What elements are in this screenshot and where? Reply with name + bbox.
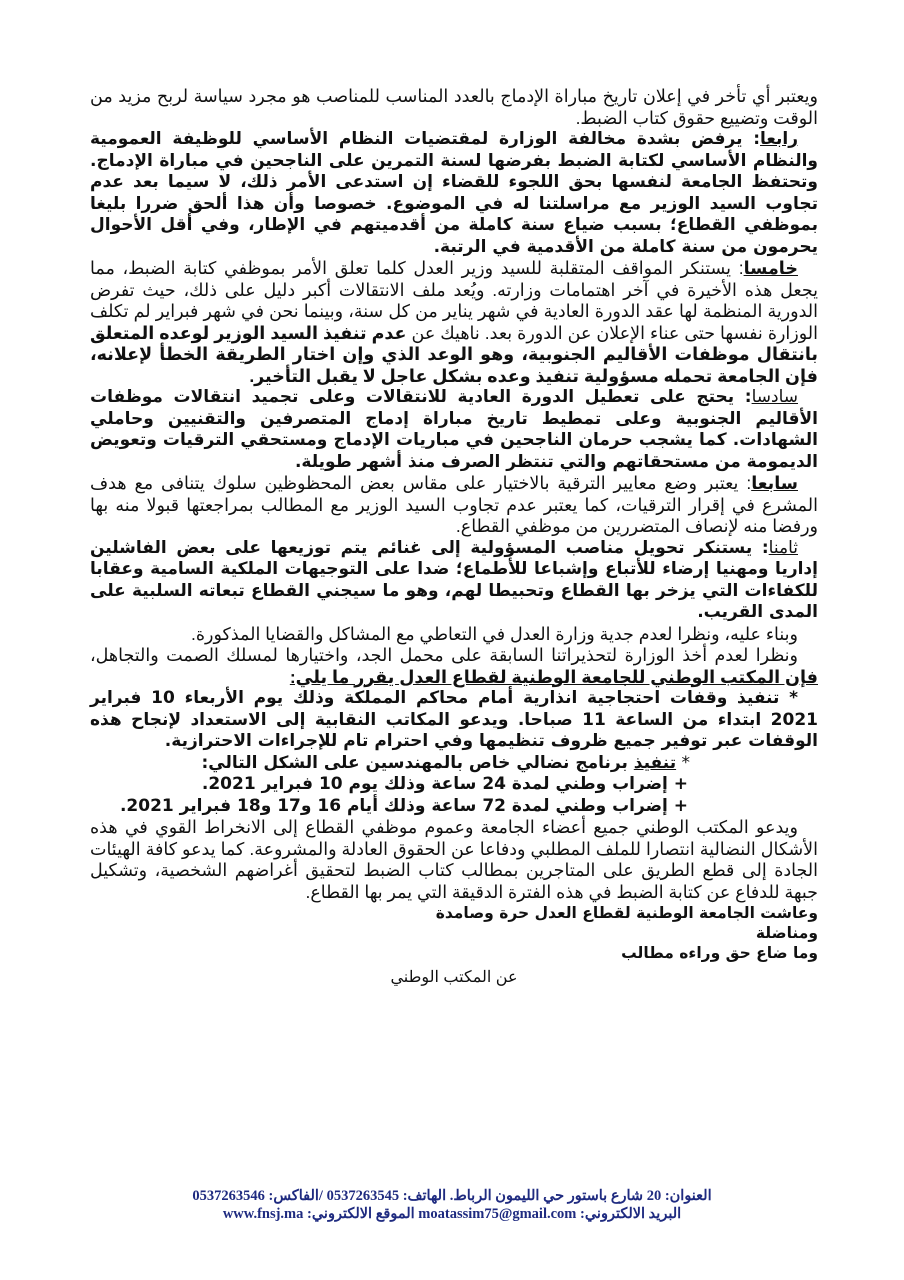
footer-address: العنوان: 20 شارع باستور حي الليمون الرباط. الهاتف: 0537263545 /الفاكس: 0537263546: [192, 1188, 712, 1204]
signoff-line-2: وما ضاع حق وراءه مطالب: [621, 944, 818, 962]
paragraph-sabi: [90, 473, 818, 538]
section-text-thamin: : يستنكر تحويل مناصب المسؤولية إلى غنائم يتم توزيعها على بعض الفاشلين إداريا ومهنيا إرضاء للأتباع وإشباعا للأطماع؛ ضدا على التوجيهات الملكية السامية وعقابا للكفاءات التي يزخر بها القطاع وتحبيطا لهم، وهو ما سيجني القطاع تبعاته السلبية على المدى القريب.: [90, 537, 818, 622]
paragraph-rabi: [90, 129, 818, 258]
document-body: [90, 86, 818, 988]
letterhead-footer: [0, 1187, 904, 1223]
section-label-rabi: رابعا: [760, 129, 798, 149]
section-label-sadis: سادسا: [751, 387, 798, 407]
from-national-office: عن المكتب الوطني: [390, 969, 518, 986]
paragraph-intro: ويعتبر أي تأخر في إعلان تاريخ مباراة الإدماج بالعدد المناسب للمناصب هو مجرد سياسة لربح مزيد من الوقت وتضييع حقوق كتاب الضبط.: [90, 86, 818, 128]
decision-item-2: [90, 753, 818, 775]
paragraph-bina: وبناء عليه، ونظرا لعدم جدية وزارة العدل في التعاطي مع المشاكل والقضايا المذكورة.: [190, 623, 798, 644]
signoff-line-1: وعاشت الجامعة الوطنية لقطاع العدل حرة وصامدة ومناضلة: [435, 904, 818, 942]
decision-item-2-verb: تنفيذ: [633, 752, 677, 773]
strike-item-1: + إضراب وطني لمدة 24 ساعة وذلك يوم 10 فبراير 2021.: [201, 774, 688, 794]
paragraph-thamin: [90, 538, 818, 624]
section-text-khamis: : يستنكر المواقف المتقلبة للسيد وزير العدل كلما تعلق الأمر بموظفي كتابة الضبط، مما يجعل هذه الأخيرة في آخر اهتمامات وزارته. ويُعد ملف الانتقالات أكبر دليل على ذلك، حيث تفرض الدورية المنظمة لها عقد الدورة العادية في شهر يناير من كل سنة، وبينما نحن في شهر فبراير لم تكلف الوزارة نفسها حتى عناء الإعلان عن الدورة بعد. ناهيك عن: [90, 258, 818, 343]
section-text-khamis-bold: عدم تنفيذ السيد الوزير لوعده المتعلق بانتقال موظفات الأقاليم الجنوبية، وهو الوعد الذي وإن اختار الطريقة الخطأ لإعلانه، فإن الجامعة تحمله مسؤولية تنفيذ وعده بشكل عاجل لا يقبل التأخير.: [90, 322, 818, 386]
paragraph-khamis: [90, 258, 818, 387]
star-bullet: *: [676, 752, 690, 773]
section-label-thamin: ثامنا: [768, 537, 798, 558]
section-label-sabi: سابعا: [751, 473, 798, 493]
strike-item-2: + إضراب وطني لمدة 72 ساعة وذلك أيام 16 و17 و18 فبراير 2021.: [119, 795, 688, 816]
nazaran-text: ونظرا لعدم أخذ الوزارة لتحذيراتنا السابقة على محمل الجد، واختيارها لمسلك الصمت والتجاهل،: [90, 645, 798, 665]
decision-item-1: * تنفيذ وقفات احتجاجية انذارية أمام محاكم المملكة وذلك يوم الأربعاء 10 فبراير 2021 ابتداء من الساعة 11 صباحا. ويدعو المكاتب النقابية إلى الاستعداد لإنجاح هذه الوقفات عبر توفير جميع ظروف تنظيمها وفي احترام تام للإجراءات الاحترازية.: [90, 688, 818, 751]
paragraph-call: ويدعو المكتب الوطني جميع أعضاء الجامعة وعموم موظفي القطاع إلى الانخراط القوي في هذه الأشكال النضالية انتصارا للملف المطلبي ودفاعا عن الحقوق العادلة والمشروعة. كما يدعو كافة الهيئات الجادة إلى قطع الطريق على المتاجرين بمطالب كتاب الضبط لتحقيق أغراضهم الشخصية، وتشكيل جبهة للدفاع عن كتابة الضبط في هذه الفترة الدقيقة التي يمر بها القطاع.: [90, 817, 818, 902]
section-text-sadis: : يحتج على تعطيل الدورة العادية للانتقالات وعلى تجميد انتقالات موظفات الأقاليم الجنوبية وعلى تمطيط تاريخ مباراة إدماج المتصرفين والتقنيين وحاملي الشهادات. كما يشجب حرمان الناجحين في مباريات الإدماج ومستحقي الترقيات وتعويض الديمومة من مستحقاتهم والتي تنتظر الصرف منذ أشهر طويلة.: [90, 387, 818, 472]
section-text-sabi: : يعتبر وضع معايير الترقية بالاختيار على مقاس بعض المحظوظين سلوك يتنافى مع هدف المشرع في إقرار الترقيات، كما يعتبر عدم تجاوب السيد الوزير مع المطالب بمراجعتها قبولا منه بها ورفضا منه لإنصاف المتضررين من موظفي القطاع.: [90, 473, 818, 536]
signoff: [90, 903, 818, 963]
paragraph-nazaran: [90, 645, 818, 688]
section-text-rabi: : يرفض بشدة مخالفة الوزارة لمقتضيات النظام الأساسي للوظيفة العمومية والنظام الأساسي لكتابة الضبط بفرضها لسنة التمرين على الناجحين في مباراة الإدماج. وتحتفظ الجامعة لنفسها بحق اللجوء للقضاء إن استدعى الأمر ذلك، لا سيما بعد عدم تجاوب السيد الوزير مع مراسلتنا له في الموضوع. خصوصا وأن هذا ألحق ضررا بليغا بموظفي القطاع؛ بسبب ضياع سنة كاملة من أقدميتهم في الإطار، وفي أقل الأحوال يحرمون من سنة كاملة من الأقدمية في الرتبة.: [90, 129, 818, 257]
section-label-khamis: خامسا: [743, 258, 798, 278]
decision-heading: فإن المكتب الوطني للجامعة الوطنية لقطاع العدل يقرر ما يلي:: [289, 666, 818, 687]
decision-item-2-text: برنامج نضالي خاص بالمهندسين على الشكل التالي:: [201, 752, 634, 773]
footer-contact: البريد الالكتروني: moatassim75@gmail.com الموقع الالكتروني: www.fnsj.ma: [222, 1206, 682, 1222]
paragraph-sadis: [90, 387, 818, 473]
